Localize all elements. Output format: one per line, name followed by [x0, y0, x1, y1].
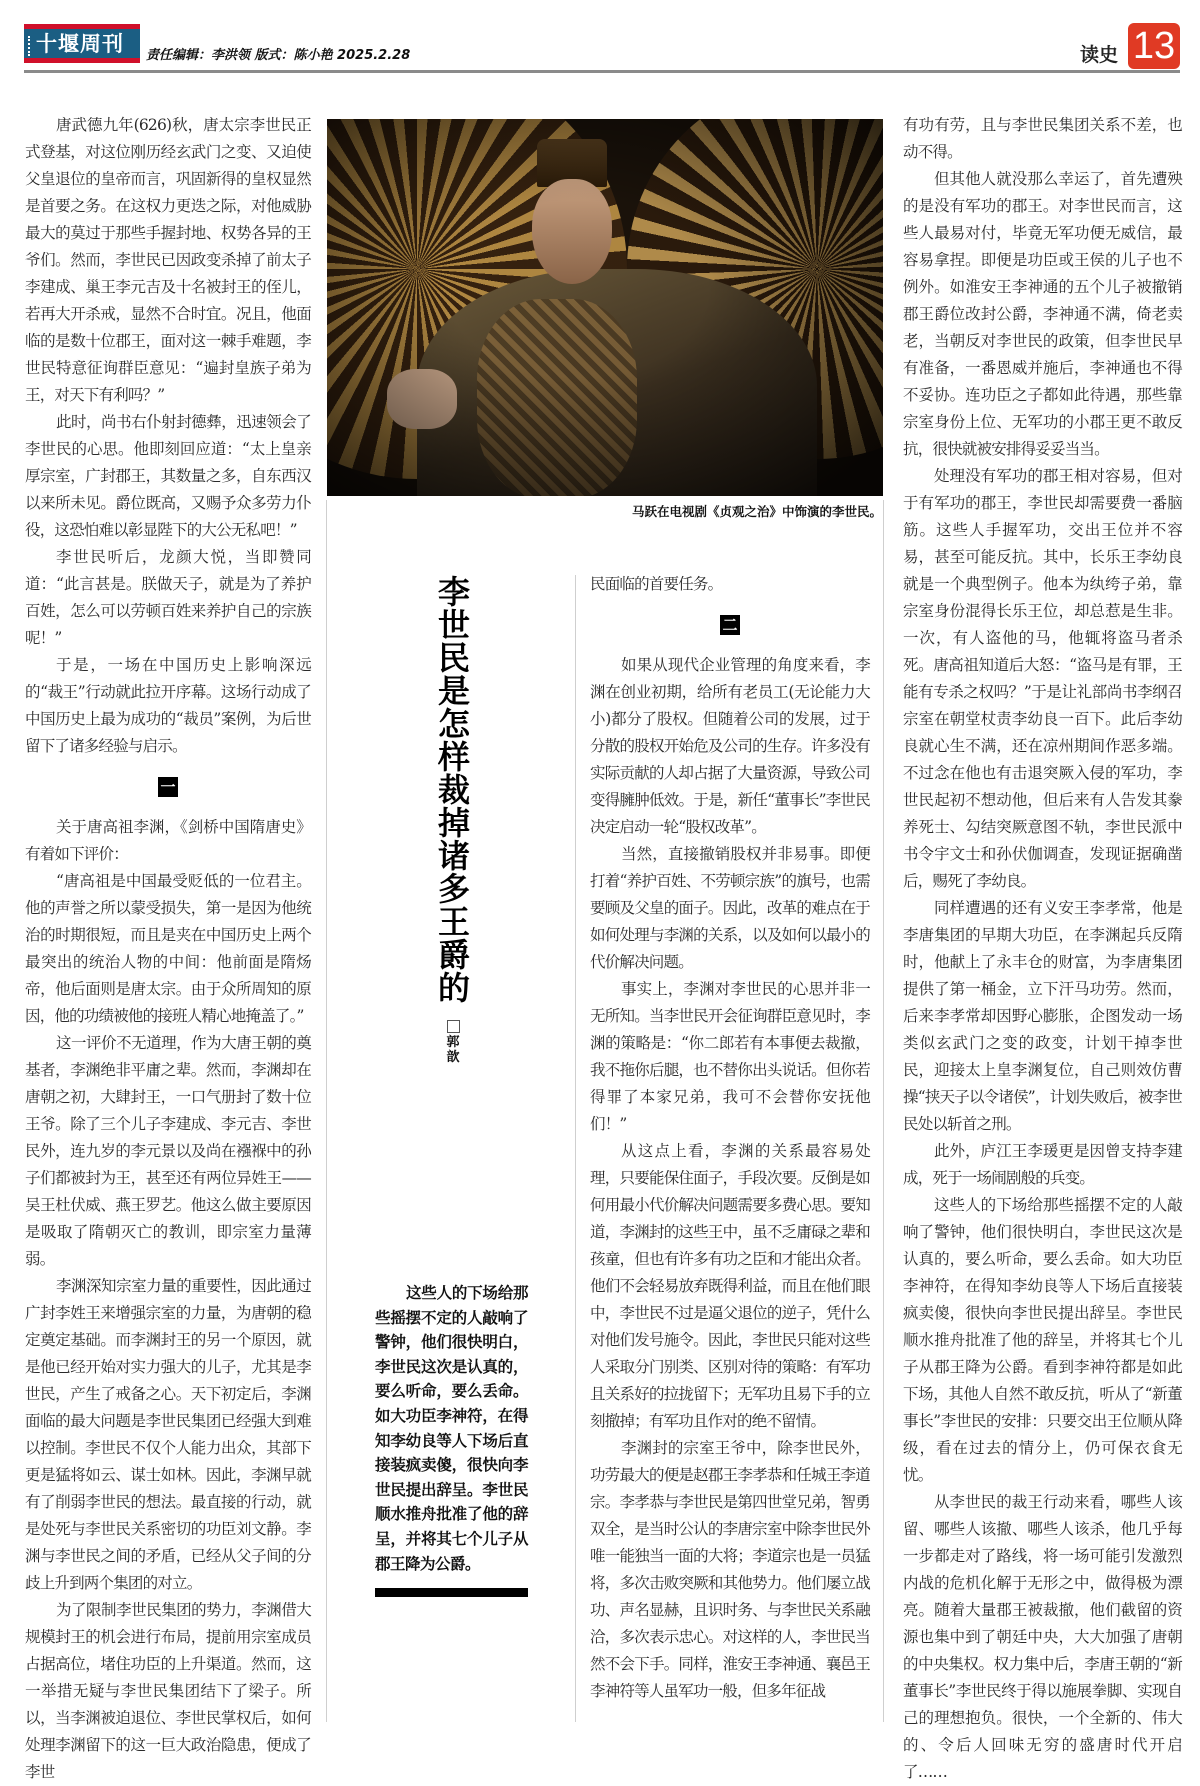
paragraph: 李渊封的宗室王爷中，除李世民外，功劳最大的便是赵郡王李孝恭和任城王李道宗。李孝恭与李世民是第四世堂兄弟，智勇双全，是当时公认的李唐宗室中除李世民外唯一能独当一面的大将；李道宗也是一员猛将，多次击败突厥和其他势力。他们屡立战功、声名显赫，且识时务、与李世民关系融洽，多次表示忠心。对这样的人，李世民当然不会下手。同样，淮安王李神通、襄邑王李神符等人虽军功一般，但多年征战 [590, 1439, 870, 1700]
photo-vignette [327, 119, 883, 496]
pull-quote-text: 这些人的下场给那些摇摆不定的人敲响了警钟，他们很快明白，李世民这次是认真的，要么听命，要么丢命。如大功臣李神符，在得知李幼良等人下场后直接装疯卖傻，很快向李世民提出辞呈。李世民顺水推舟批准了他的辞呈，并将其七个儿子从郡王降为公爵。 [375, 1283, 528, 1573]
paragraph: “唐高祖是中国最受贬低的一位君主。他的声誉之所以蒙受损失，第一是因为他统治的时期很短，而且是夹在中国历史上两个最突出的统治人物的中间：他前面是隋炀帝，他后面则是唐太宗。由于众所周知的原因，他的功绩被他的接班人精心地掩盖了。” [25, 872, 311, 1025]
section-number: 一 [158, 777, 178, 797]
paragraph: 事实上，李渊对李世民的心思并非一无所知。当李世民开会征询群臣意见时，李渊的策略是：“你二郎若有本事便去裁撤，我不拖你后腿，也不替你出头说话。但你若得罪了本家兄弟，我可不会替你安抚他们！” [590, 980, 870, 1133]
byline [444, 1020, 462, 1065]
paragraph: 为了限制李世民集团的势力，李渊借大规模封王的机会进行布局，提前用宗室成员占据高位，堵住功臣的上升渠道。然而，这一举措无疑与李世民集团结下了梁子。所以，当李渊被迫退位、李世民掌权后，如何处理李渊留下的这一巨大政治隐患，便成了李世 [25, 1601, 311, 1781]
square-box-icon [447, 1020, 460, 1033]
newspaper-logo [24, 24, 140, 63]
header-rule [24, 70, 1180, 73]
section-name: 读史 [1080, 44, 1119, 66]
page-number-badge: 13 [1128, 23, 1180, 69]
paragraph: 但其他人就没那么幸运了，首先遭殃的是没有军功的郡王。对李世民而言，这些人最易对付，毕竟无军功便无威信，最容易拿捏。即便是功臣或王侯的儿子也不例外。如淮安王李神通的五个儿子被撤销郡王爵位改封公爵，李神通不满，倚老卖老，当朝反对李世民的政策，但李世民早有准备，一番恩威并施后，李神通也不得不妥协。连功臣之子都如此待遇，那些靠宗室身份上位、无军功的小郡王更不敢反抗，很快就被安排得妥妥当当。 [903, 170, 1182, 458]
logo-decoration [28, 36, 32, 56]
paragraph: 此时，尚书右仆射封德彝，迅速领会了李世民的心思。他即刻回应道：“太上皇亲厚宗室，广封郡王，其数量之多，自东西汉以来所未见。爵位既高，又赐予众多劳力仆役，这恐怕难以彰显陛下的大公无私吧！” [25, 413, 311, 539]
logo-text: 十堰周刊 [36, 32, 124, 56]
paragraph: 同样遭遇的还有义安王李孝常，他是李唐集团的早期大功臣，在李渊起兵反隋时，他献上了永丰仓的财富，为李唐集团提供了第一桶金，立下汗马功劳。然而，后来李孝常却因野心膨胀，企图发动一场类似玄武门之变的政变，计划干掉李世民，迎接太上皇李渊复位，自己则效仿曹操“挟天子以令诸侯”，计划失败后，被李世民处以斩首之刑。 [903, 899, 1182, 1133]
paragraph: 民面临的首要任务。 [590, 575, 723, 593]
section-marker [590, 598, 870, 652]
author-name: 郭歆 [446, 1035, 460, 1065]
pull-quote-bar [375, 1588, 528, 1597]
paragraph: 李世民听后，龙颜大悦，当即赞同道：“此言甚是。朕做天子，就是为了养护百姓，怎么可以劳顿百姓来养护自己的宗族呢！” [25, 548, 311, 647]
paragraph: 这一评价不无道理，作为大唐王朝的奠基者，李渊绝非平庸之辈。然而，李渊却在唐朝之初，大肆封王，一口气册封了数十位王爷。除了三个儿子李建成、李元吉、李世民外，连九岁的李元景以及尚在襁褓中的孙子们都被封为王，甚至还有两位异姓王——吴王杜伏威、燕王罗艺。他这么做主要原因是吸取了隋朝灭亡的教训，即宗室力量薄弱。 [25, 1034, 311, 1268]
paragraph: 从李世民的裁王行动来看，哪些人该留、哪些人该撤、哪些人该杀，他几乎每一步都走对了路线，将一场可能引发激烈内战的危机化解于无形之中，做得极为漂亮。随着大量郡王被裁撤，他们截留的资源也集中到了朝廷中央，大大加强了唐朝的中央集权。权力集中后，李唐王朝的“新董事长”李世民终于得以施展拳脚、实现自己的理想抱负。很快，一个全新的、伟大的、令后人回味无穷的盛唐时代开启了…… [903, 1493, 1182, 1781]
paragraph: 当然，直接撤销股权并非易事。即便打着“养护百姓、不劳顿宗族”的旗号，也需要顾及父皇的面子。因此，改革的难点在于如何处理与李渊的关系，以及如何以最小的代价解决问题。 [590, 845, 870, 971]
text-column-right [903, 112, 1182, 1786]
article-title: 李世民是怎样裁掉诸多王爵的 [437, 573, 470, 1007]
paragraph: 有功有劳，且与李世民集团关系不差，也动不得。 [903, 116, 1182, 161]
text-column-middle [590, 571, 870, 1705]
paragraph: 于是，一场在中国历史上影响深远的“裁王”行动就此拉开序幕。这场行动成了中国历史上最为成功的“裁员”案例，为后世留下了诸多经验与启示。 [25, 656, 311, 755]
paragraph: 这些人的下场给那些摇摆不定的人敲响了警钟，他们很快明白，李世民这次是认真的，要么听命，要么丢命。如大功臣李神符，在得知李幼良等人下场后直接装疯卖傻，很快向李世民提出辞呈。李世民顺水推舟批准了他的辞呈，并将其七个儿子从郡王降为公爵。看到李神符都是如此下场，其他人自然不敢反抗，听从了“新董事长”李世民的安排：只要交出王位顺从降级，看在过去的情分上，仍可保衣食无忧。 [903, 1196, 1182, 1484]
text-column-left [25, 112, 311, 1786]
paragraph: 从这点上看，李渊的关系最容易处理，只要能保住面子，手段次要。反倒是如何用最小代价解决问题需要多费心思。要知道，李渊封的这些王中，虽不乏庸碌之辈和孩童，但也有许多有功之臣和才能出众者。他们不会轻易放弃既得利益，而且在他们眼中，李世民不过是逼父退位的逆子，凭什么对他们发号施令。因此，李世民只能对这些人采取分门别类、区别对待的策略：有军功且关系好的拉拢留下；无军功且易下手的立刻撤掉；有军功且作对的绝不留情。 [590, 1142, 870, 1430]
column-divider [883, 500, 884, 1722]
article-photo [327, 119, 883, 496]
column-divider [326, 500, 327, 1722]
paragraph: 如果从现代企业管理的角度来看，李渊在创业初期，给所有老员工(无论能力大小)都分了股权。但随着公司的发展，过于分散的股权开始危及公司的生存。许多没有实际贡献的人却占据了大量资源，导致公司变得臃肿低效。于是，新任“董事长”李世民决定启动一轮“股权改革”。 [590, 656, 870, 836]
paragraph: 唐武德九年(626)秋，唐太宗李世民正式登基，对这位刚历经玄武门之变、又迫使父皇退位的皇帝而言，巩固新得的皇权显然是首要之务。在这权力更迭之际，对他威胁最大的莫过于那些手握封地、权势各异的王爷们。然而，李世民已因政变杀掉了前太子李建成、巢王李元吉及十名被封王的侄儿，若再大开杀戒，显然不合时宜。况且，他面临的是数十位郡王，面对这一棘手难题，李世民特意征询群臣意见：“遍封皇族子弟为王，对天下有利吗？” [25, 116, 311, 404]
paragraph: 关于唐高祖李渊，《剑桥中国隋唐史》有着如下评价： [25, 818, 311, 863]
editor-credits: 责任编辑：李洪领 版式：陈小艳 2025.2.28 [146, 48, 411, 63]
column-divider [575, 575, 576, 1722]
paragraph: 李渊深知宗室力量的重要性，因此通过广封李姓王来增强宗室的力量，为唐朝的稳定奠定基础。而李渊封王的另一个原因，就是他已经开始对实力强大的儿子，尤其是李世民，产生了戒备之心。天下初定后，李渊面临的最大问题是李世民集团已经强大到难以控制。李世民不仅个人能力出众，其部下更是猛将如云、谋士如林。因此，李渊早就有了削弱李世民的想法。最直接的行动，就是处死与李世民关系密切的功臣刘文静。李渊与李世民之间的矛盾，已经从父子间的分歧上升到两个集团的对立。 [25, 1277, 311, 1592]
photo-caption: 马跃在电视剧《贞观之治》中饰演的李世民。 [631, 504, 882, 519]
section-number: 二 [720, 615, 740, 635]
section-marker [25, 760, 311, 814]
paragraph: 此外，庐江王李瑗更是因曾支持李建成，死于一场闹剧般的兵变。 [903, 1142, 1182, 1187]
pull-quote [375, 1281, 528, 1597]
paragraph: 处理没有军功的郡王相对容易，但对于有军功的郡王，李世民却需要费一番脑筋。这些人手握军功，交出王位并不容易，甚至可能反抗。其中，长乐王李幼良就是一个典型例子。他本为纨绔子弟，靠宗室身份混得长乐王位，却总惹是生非。一次，有人盗他的马，他辄将盗马者杀死。唐高祖知道后大怒：“盗马是有罪，王能有专杀之权吗？”于是让礼部尚书李纲召宗室在朝堂杖责李幼良一百下。此后李幼良就心生不满，还在凉州期间作恶多端。不过念在他也有击退突厥入侵的军功，李世民起初不想动他，但后来有人告发其豢养死士、勾结突厥意图不轨，李世民派中书令宇文士和孙伏伽调查，发现证据确凿后，赐死了李幼良。 [903, 467, 1182, 890]
